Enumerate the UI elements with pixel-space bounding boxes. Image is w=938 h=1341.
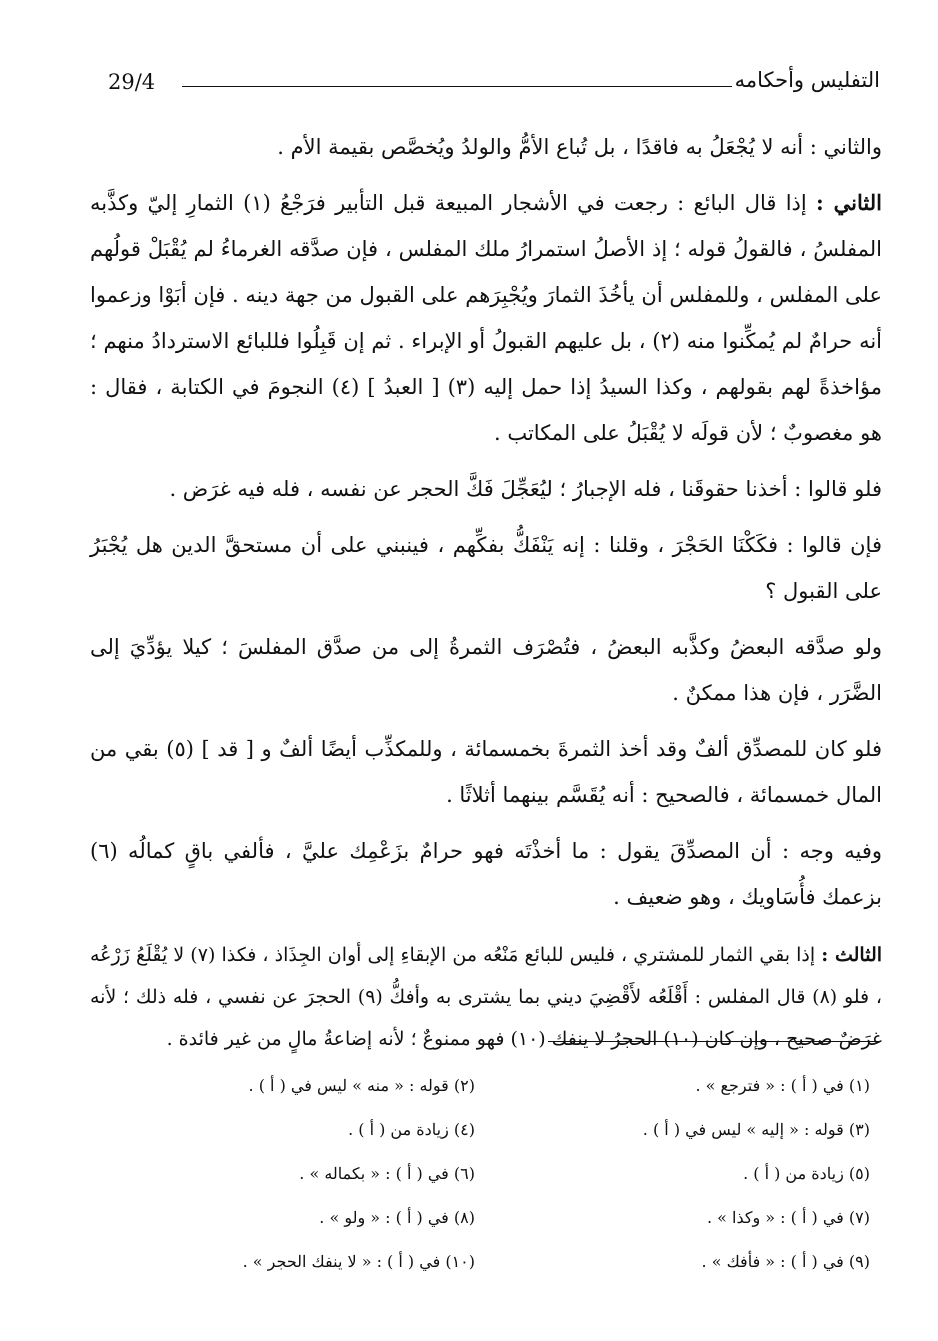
paragraph-text: فلو كان للمصدِّق ألفٌ وقد أخذ الثمرةَ بخمسمائة ، وللمكذِّب أيضًا ألفٌ و [ قد ] (٥) بقي من المال خمسمائة ، فالصحيح : أنه يُقَسَّم بينهما أثلاثًا . [90,737,882,807]
running-title: التفليس وأحكامه [734,68,880,92]
paragraph [90,828,882,920]
footnote-item: (٩) في ( أ ) : « فأفك » . [701,1252,870,1271]
footnote-item: (٣) قوله : « إليه » ليس في ( أ ) . [642,1120,870,1139]
header-rule [182,86,732,87]
paragraph-text: فإن قالوا : فكَكْنَا الحَجْرَ ، وقلنا : إنه يَنْفَكُّ بفكِّهم ، فينبني على أن مستحقَّ الدين هل يُجْبَرُ على القبول ؟ [90,533,882,603]
paragraph [90,624,882,716]
running-header [108,64,880,104]
paragraph-text: إذا قال البائع : رجعت في الأشجار المبيعة قبل التأبير فرَجْعُ (١) الثمارِ إليّ وكذَّبه المفلسُ ، فالقولُ قوله ؛ إذ الأصلُ استمرارُ ملك المفلس ، فإن صدَّقه الغرماءُ لم يُقْبَلْ قولُهم على المفلس ، وللمفلس أن يأخُذَ الثمارَ ويُجْبِرَهم على القبول من جهة دينه . فإن أبَوْا وزعموا أنه حرامٌ لم يُمكِّنوا منه (٢) ، بل عليهم القبولُ أو الإبراء . ثم إن قَبِلُوا فللبائع الاستردادُ منهم ؛ مؤاخذةً لهم بقولهم ، وكذا السيدُ إذا حمل إليه (٣) [ العبدُ ] (٤) النجومَ في الكتابة ، فقال : هو مغصوبٌ ؛ لأن قولَه لا يُقْبَلُ على المكاتب . [90,191,883,445]
footnote-item: (١٠) في ( أ ) : « لا ينفك الحجر » . [242,1252,475,1271]
page-number: 29/4 [108,70,156,94]
paragraph [90,466,882,512]
footnote-item: (٥) زيادة من ( أ ) . [743,1164,870,1183]
footnote-item: (٧) في ( أ ) : « وكذا » . [706,1208,870,1227]
paragraph-text: إذا بقي الثمار للمشتري ، فليس للبائع مَنْعُه من الإبقاءِ إلى أوان الجِذَاذ ، فكذا (٧) لا يُقْلَعُ زَرْعُه ، فلو (٨) قال المفلس : أَقْلَعُه لأَقْضِيَ ديني بما يشترى به وأفكُّ (٩) الحجرَ عن نفسي ، فله ذلك ؛ لأنه غرَضٌ صحيح ، وإن كان (١٠) الحجرُ لا ينفك (١٠) فهو ممنوعٌ ؛ لأنه إضاعةُ مالٍ من غير فائدة . [90,944,883,1050]
section-heading: الثالث : [821,944,883,966]
footnotes [90,1064,880,1284]
section-heading: الثاني : [816,190,882,215]
paragraph [90,124,882,170]
footnote-separator [548,1041,880,1042]
paragraph-text: فلو قالوا : أخذنا حقوقَنا ، فله الإجبارُ ؛ ليُعَجِّلَ فَكَّ الحجر عن نفسه ، فله فيه غرَض . [169,477,882,501]
paragraph-text: والثاني : أنه لا يُجْعَلُ به فاقدًا ، بل تُباع الأمُّ والولدُ ويُخصَّص بقيمة الأم . [277,135,882,159]
paragraph-section-2 [90,180,882,456]
main-text [90,124,882,1070]
paragraph [90,522,882,614]
footnote-item: (٢) قوله : « منه » ليس في ( أ ) . [248,1076,475,1095]
footnote-item: (٨) في ( أ ) : « ولو » . [319,1208,475,1227]
paragraph-text: وفيه وجه : أن المصدِّقَ يقول : ما أخذْتَه فهو حرامٌ بزَعْمِك عليَّ ، فألفي باقٍ كمالُه (٦) بزعمك فأُسَاويك ، وهو ضعيف . [90,839,882,909]
paragraph-text: ولو صدَّقه البعضُ وكذَّبه البعضُ ، فتُصْرَف الثمرةُ إلى من صدَّق المفلسَ ؛ كيلا يؤدِّيَ إلى الضَّرَر ، فإن هذا ممكنٌ . [90,635,882,705]
footnote-item: (٤) زيادة من ( أ ) . [348,1120,475,1139]
footnote-item: (٦) في ( أ ) : « بكماله » . [299,1164,475,1183]
paragraph [90,726,882,818]
footnote-item: (١) في ( أ ) : « فترجع » . [695,1076,870,1095]
